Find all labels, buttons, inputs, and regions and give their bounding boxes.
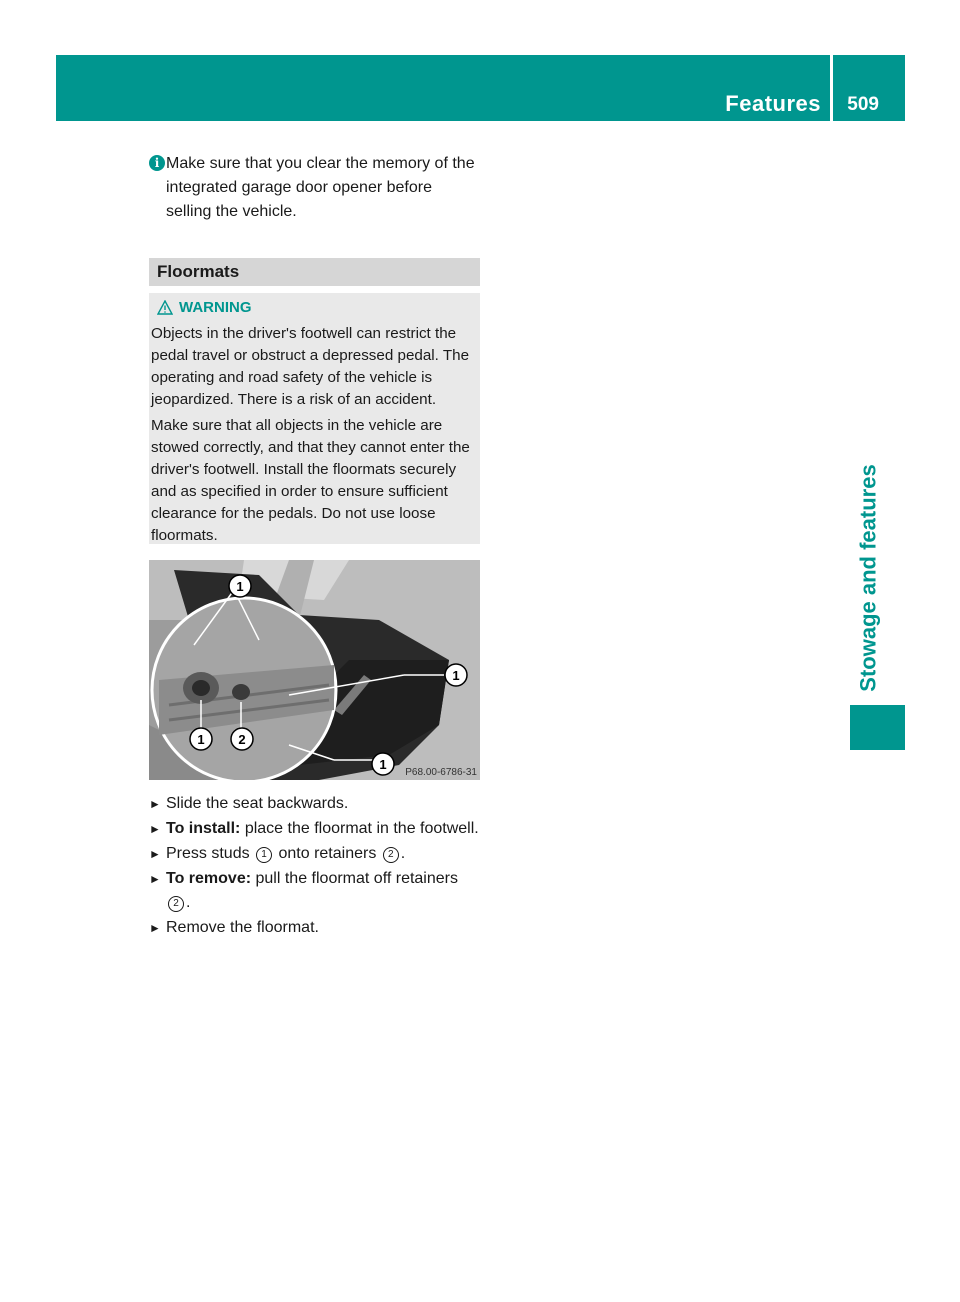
step-item [149,817,480,841]
step-keyword: To remove: [166,870,252,887]
callout-1-right [445,664,467,686]
step-text-end: . [186,894,191,911]
section-heading: Floormats [149,258,480,286]
step-text: pull the floormat off retainers [251,870,458,887]
callout-2-zoom [231,728,253,750]
floormat-illustration [149,560,480,780]
callout-1-top [229,575,251,597]
figure-code: P68.00-6786-31 [405,767,477,778]
warning-triangle-icon [157,300,173,315]
info-icon: i [149,155,165,171]
ref-number-2: 2 [383,847,399,863]
warning-label: WARNING [179,299,252,316]
svg-text:2: 2 [238,732,246,747]
info-note [149,152,480,224]
info-note-text: Make sure that you clear the memory of the integrated garage door opener before selling the vehicle. [166,155,475,220]
warning-paragraph: Make sure that all objects in the vehicle are stowed correctly, and that they cannot enter the driver's footwell. Install the floormats securely and as specified in order to ensure sufficient clearance for the pedals. Do not use loose floormats. [151,417,470,544]
floormat-photo [149,560,480,780]
header-divider [830,55,833,121]
warning-box [149,293,480,544]
page-number: 509 [847,94,879,115]
step-arrow-icon: ► [149,847,161,861]
step-arrow-icon: ► [149,797,161,811]
step-item [149,916,480,940]
step-arrow-icon: ► [149,822,161,836]
step-item [149,867,480,915]
chapter-tab [847,455,891,700]
step-keyword: To install: [166,820,241,837]
step-text: onto retainers [274,845,381,862]
step-text-end: . [400,845,406,862]
instruction-steps [149,792,480,941]
warning-paragraph: Objects in the driver's footwell can restrict the pedal travel or obstruct a depressed pedal. The operating and road safety of the vehicle is jeopardized. There is a risk of an accident. [151,325,470,408]
section-title: Features [725,91,821,116]
svg-text:1: 1 [452,668,460,683]
callout-1-bottom [372,753,394,775]
step-text: place the floormat in the footwell. [240,820,479,837]
svg-text:1: 1 [197,732,205,747]
callout-1-zoom [190,728,212,750]
step-text: Slide the seat backwards. [166,795,349,812]
step-arrow-icon: ► [149,921,161,935]
svg-text:1: 1 [236,579,244,594]
step-item [149,842,480,866]
chapter-tab-marker [850,705,905,750]
ref-number-1: 1 [256,847,272,863]
svg-text:1: 1 [379,757,387,772]
ref-number-2: 2 [168,896,184,912]
chapter-tab-label: Stowage and features [856,463,882,692]
step-arrow-icon: ► [149,872,161,886]
page-header [56,55,905,121]
warning-body [149,323,478,551]
step-text: Remove the floormat. [166,919,319,936]
step-item [149,792,480,816]
step-text: Press studs [166,845,255,862]
warning-title [157,299,252,316]
